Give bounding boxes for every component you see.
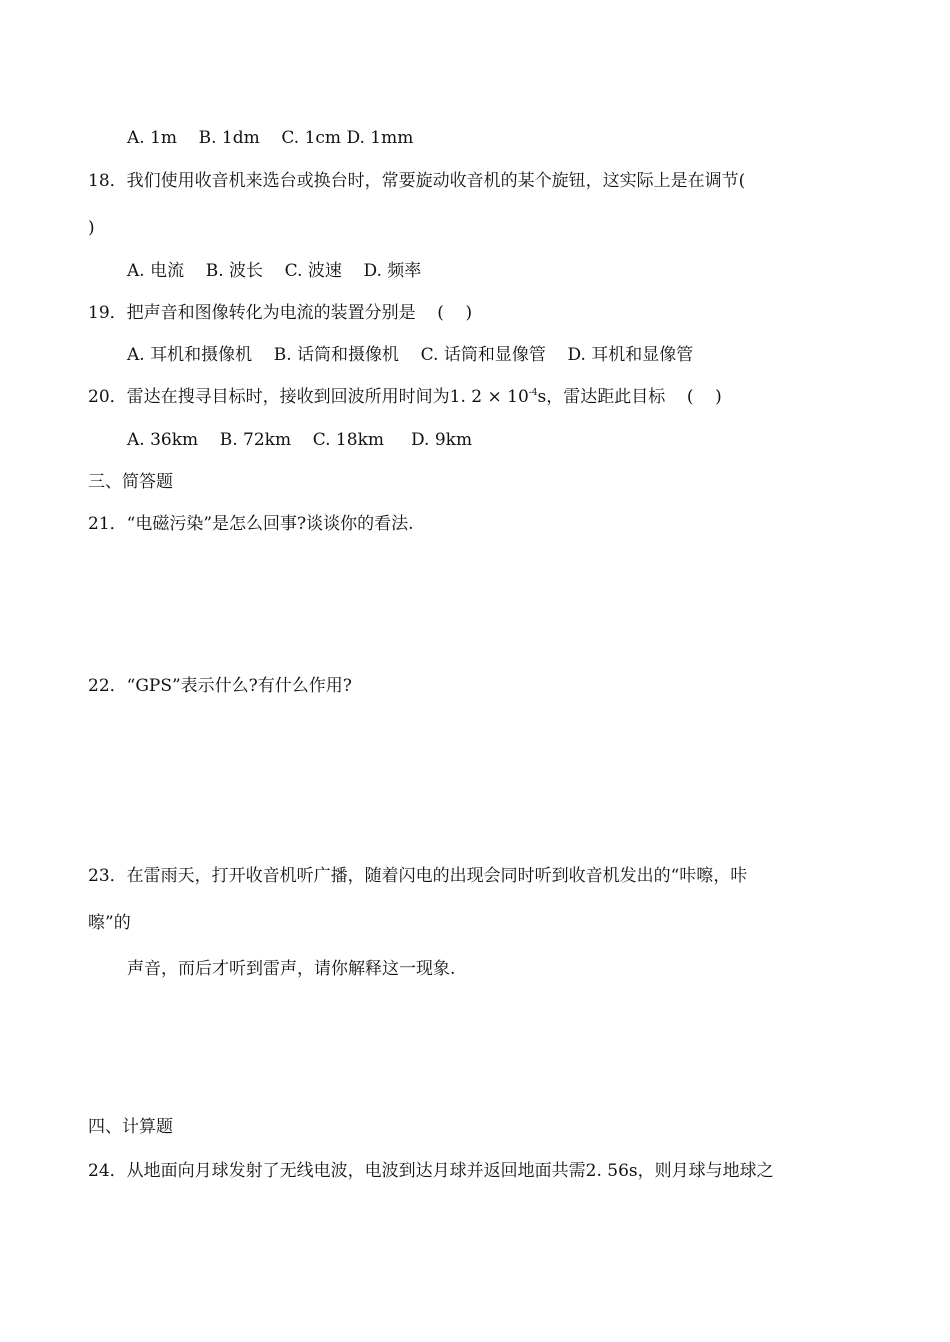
q20-options: A. 36km B. 72km C. 18km D. 9km <box>127 430 473 450</box>
q18-options: A. 电流 B. 波长 C. 波速 D. 频率 <box>127 261 422 281</box>
q24-stem: 24．从地面向月球发射了无线电波，电波到达月球并返回地面共需2. 56s，则月球与地球之 <box>88 1161 774 1181</box>
q23-stem-line2: 嚓”的 <box>88 913 131 933</box>
q19-stem: 19．把声音和图像转化为电流的装置分别是 ( ) <box>88 303 473 323</box>
q20-exponent: -4 <box>528 388 538 398</box>
section3-title: 三、简答题 <box>88 472 173 492</box>
q20-stem-after: s，雷达距此目标 ( ) <box>537 387 722 407</box>
q17-options: A. 1m B. 1dm C. 1cm D. 1mm <box>127 128 414 148</box>
q20-stem <box>88 386 722 408</box>
q18-stem-line2: ) <box>88 218 95 238</box>
q22-stem: 22．“GPS”表示什么?有什么作用? <box>88 676 352 696</box>
q19-options: A. 耳机和摄像机 B. 话筒和摄像机 C. 话筒和显像管 D. 耳机和显像管 <box>127 345 694 365</box>
q21-stem: 21．“电磁污染”是怎么回事?谈谈你的看法. <box>88 514 414 534</box>
q23-stem-line3: 声音，而后才听到雷声，请你解释这一现象. <box>127 959 456 979</box>
q23-stem-line1: 23．在雷雨天，打开收音机听广播，随着闪电的出现会同时听到收音机发出的“咔嚓，咔 <box>88 866 748 886</box>
q18-stem-line1: 18．我们使用收音机来选台或换台时，常要旋动收音机的某个旋钮，这实际上是在调节( <box>88 171 746 191</box>
section4-title: 四、计算题 <box>88 1117 173 1137</box>
q20-stem-before: 20．雷达在搜寻目标时，接收到回波所用时间为1. 2 × 10 <box>88 387 529 407</box>
